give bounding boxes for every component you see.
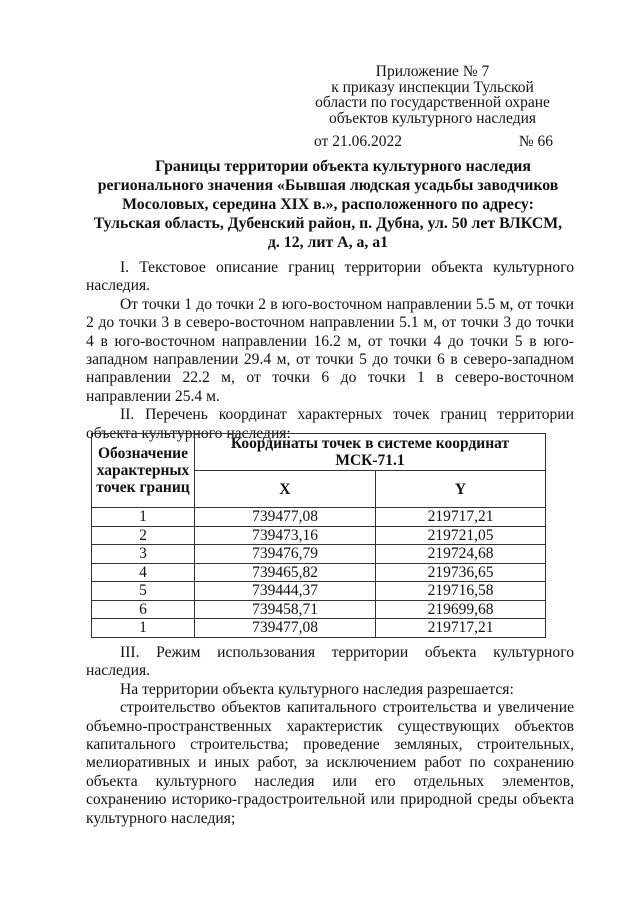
cell-y: 219716,58 xyxy=(376,582,546,601)
section-3-heading: III. Режим использования территории объекта культурного наследия. xyxy=(86,644,574,680)
cell-point: 1 xyxy=(92,619,195,638)
cell-x: 739458,71 xyxy=(195,600,376,619)
table-row xyxy=(92,600,546,619)
cell-x: 739465,82 xyxy=(195,563,376,582)
table-row xyxy=(92,508,546,527)
document-title xyxy=(84,157,572,252)
approval-line: к приказу инспекции Тульской xyxy=(331,78,534,96)
table-row xyxy=(92,619,546,638)
coordinates-table xyxy=(91,433,546,638)
table-row xyxy=(92,526,546,545)
approval-stamp xyxy=(300,64,565,150)
cell-y: 219721,05 xyxy=(376,526,546,545)
section-1-text: От точки 1 до точки 2 в юго-восточном направлении 5.5 м, от точки 2 до точки 3 в северо-восточном направлении 5.1 м, от точки 3 до точки 4 в юго-восточном направлении 16.2 м, от точки 4 до точки 5 в юго-западном направлении 29.4 м, от точки 5 до точки 6 в северо-западном направлении 22.2 м, от точки 6 до точки 1 в северо-восточном направлении 25.4 м. xyxy=(86,295,574,405)
cell-x: 739477,08 xyxy=(195,619,376,638)
title-line: Мосоловых, середина XIX в.», расположенного по адресу: xyxy=(122,196,534,213)
order-date: от 21.06.2022 xyxy=(314,133,402,150)
title-line: регионального значения «Бывшая людская усадьбы заводчиков xyxy=(97,177,559,194)
cell-point: 1 xyxy=(92,508,195,527)
approval-line: Приложение № 7 xyxy=(375,63,490,80)
cell-y: 219736,65 xyxy=(376,563,546,582)
table-row xyxy=(92,582,546,601)
header-point: Обозначение характерных точек границ xyxy=(92,434,195,508)
cell-y: 219717,21 xyxy=(376,508,546,527)
cell-x: 739476,79 xyxy=(195,545,376,564)
approval-line: области по государственной охране xyxy=(315,94,550,111)
section-3 xyxy=(86,644,574,828)
section-1 xyxy=(86,259,574,443)
table-row xyxy=(92,563,546,582)
cell-x: 739473,16 xyxy=(195,526,376,545)
section-3-text: строительство объектов капитального строительства и увеличение объемно-пространственных характеристик существующих объектов капитального строительства; проведение земляных, строительных, мелиоративных и иных работ, за исключением работ по сохранению объекта культурного наследия или его отдельных элементов, сохранению историко-градостроительной или природной среды объекта культурного наследия; xyxy=(86,699,574,827)
cell-point: 4 xyxy=(92,563,195,582)
cell-point: 3 xyxy=(92,545,195,564)
cell-x: 739444,37 xyxy=(195,582,376,601)
header-y: Y xyxy=(376,471,546,508)
cell-point: 5 xyxy=(92,582,195,601)
order-number: № 66 xyxy=(518,133,553,150)
title-line: Тульская область, Дубенский район, п. Дубна, ул. 50 лет ВЛКСМ, xyxy=(93,215,563,232)
approval-dateline xyxy=(300,134,565,150)
cell-y: 219717,21 xyxy=(376,619,546,638)
cell-x: 739477,08 xyxy=(195,508,376,527)
title-line: Границы территории объекта культурного наследия xyxy=(155,158,531,175)
cell-y: 219699,68 xyxy=(376,600,546,619)
section-3-intro: На территории объекта культурного наследия разрешается: xyxy=(120,680,514,698)
cell-point: 2 xyxy=(92,526,195,545)
header-x: X xyxy=(195,471,376,508)
section-2-heading: II. Перечень координат характерных точек границ территории объекта культурного наследия: xyxy=(86,406,574,442)
approval-line: объектов культурного наследия xyxy=(328,109,537,127)
cell-point: 6 xyxy=(92,600,195,619)
title-line: д. 12, лит А, а, а1 xyxy=(267,234,389,251)
section-1-heading: I. Текстовое описание границ территории объекта культурного наследия. xyxy=(86,259,574,295)
header-coordinates: Координаты точек в системе координат МСК-71.1 xyxy=(195,434,546,471)
cell-y: 219724,68 xyxy=(376,545,546,564)
table-row xyxy=(92,545,546,564)
